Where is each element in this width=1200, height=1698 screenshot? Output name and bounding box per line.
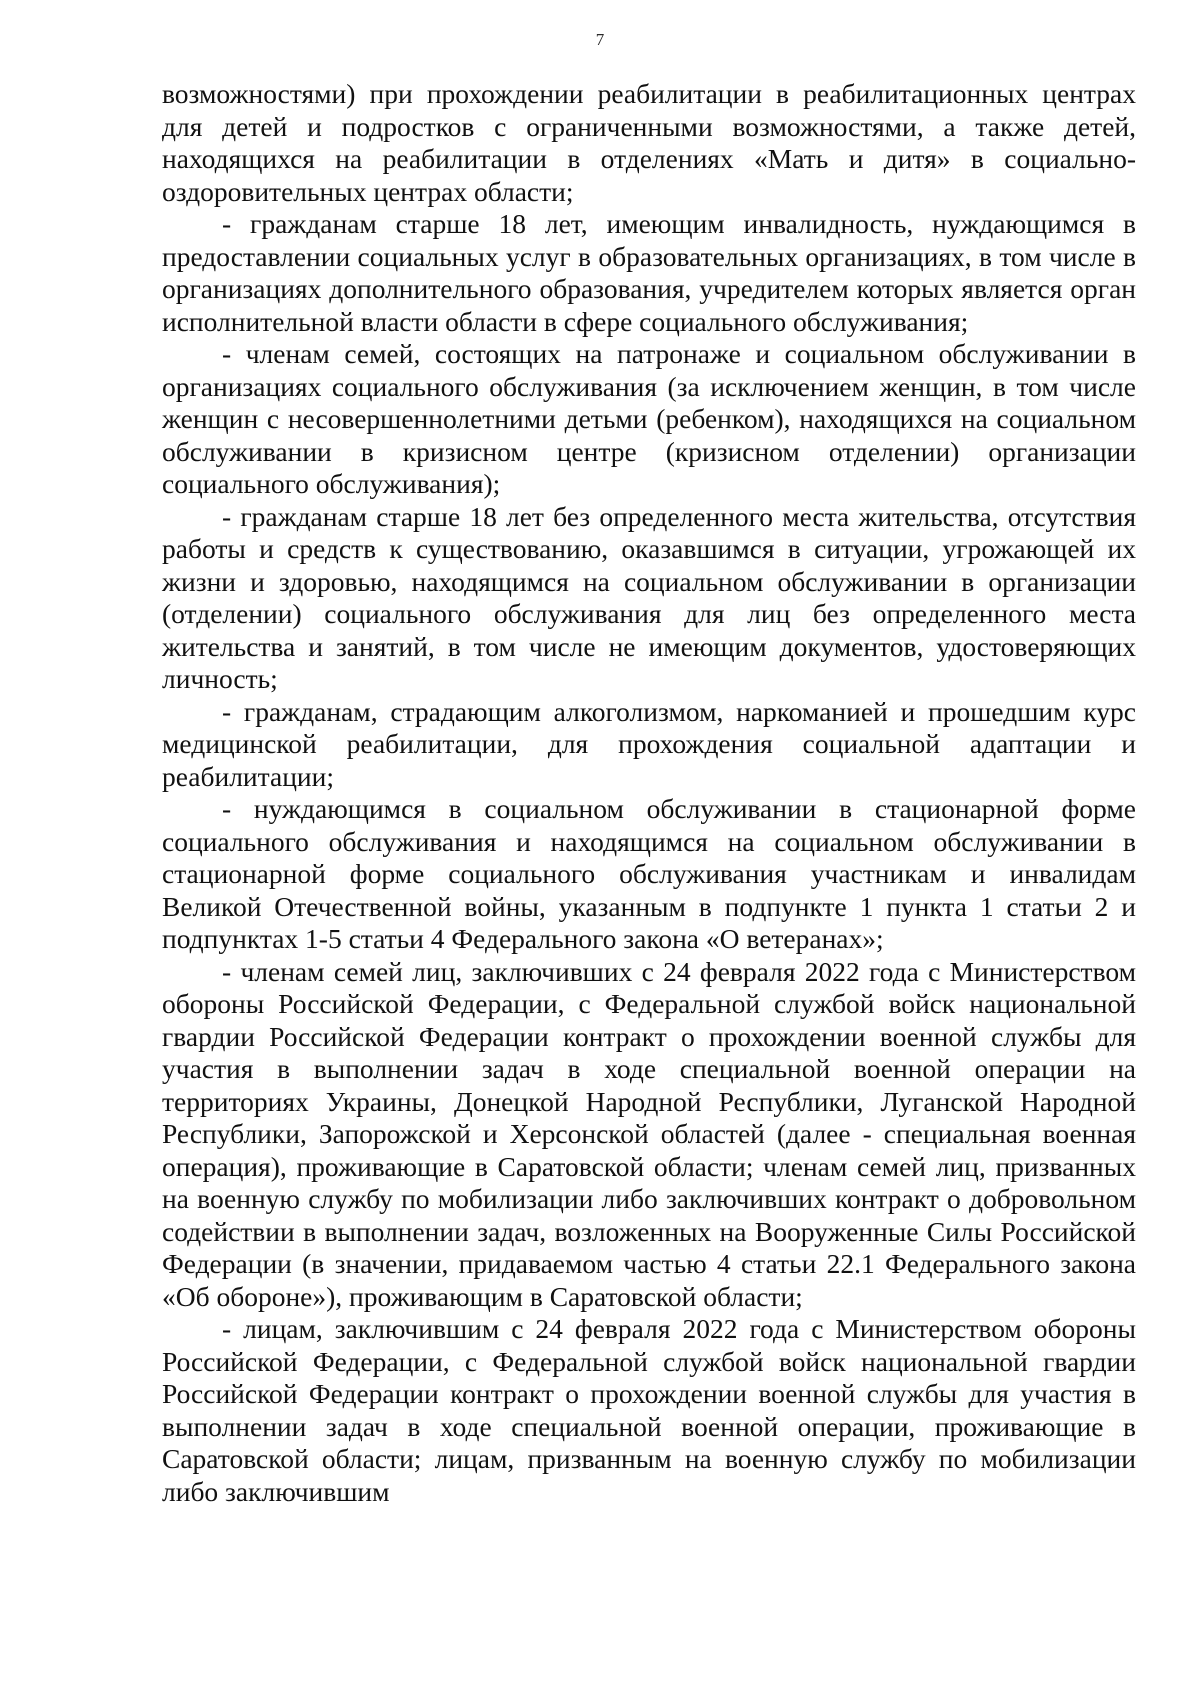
paragraph-addiction-rehabilitation: - гражданам, страдающим алкоголизмом, наркоманией и прошедшим курс медицинской реабилитации, для прохождения социальной адаптации и реабилитации;	[162, 695, 1136, 792]
paragraph-contract-soldiers: - лицам, заключившим с 24 февраля 2022 года с Министерством обороны Российской Федерации, с Федеральной службой войск национальной гвардии Российской Федерации контракт о прохождении военной службы для участия в выполнении задач в ходе специальной военной операции, проживающие в Саратовской области; лицам, призванным на военную службу по мобилизации либо заключившим	[162, 1313, 1136, 1507]
paragraph-family-members-patronage: - членам семей, состоящих на патронаже и социальном обслуживании в организациях социального обслуживания (за исключением женщин, в том числе женщин с несовершеннолетними детьми (ребенком), находящихся на социальном обслуживании в кризисном центре (кризисном отделении) организации социального обслуживания);	[162, 338, 1136, 499]
paragraph-war-veterans: - нуждающимся в социальном обслуживании в стационарной форме социального обслуживания и находящимся на социальном обслуживании в стационарной форме социального обслуживания участникам и инвалидам Великой Отечественной войны, указанным в подпункте 1 пункта 1 статьи 2 и подпунктах 1-5 статьи 4 Федерального закона «О ветеранах»;	[162, 793, 1136, 954]
page-number: 7	[595, 30, 605, 49]
document-body	[162, 78, 1136, 1508]
paragraph-soldiers-family-members: - членам семей лиц, заключивших с 24 февраля 2022 года с Министерством обороны Российской Федерации, с Федеральной службой войск национальной гвардии Российской Федерации контракт о прохождении военной службы для участия в выполнении задач в ходе специальной военной операции на территориях Украины, Донецкой Народной Республики, Луганской Народной Республики, Запорожской и Херсонской областей (далее - специальная военная операция), проживающие в Саратовской области; членам семей лиц, призванных на военную службу по мобилизации либо заключивших контракт о добровольном содействии в выполнении задач, возложенных на Вооруженные Силы Российской Федерации (в значении, придаваемом частью 4 статьи 22.1 Федерального закона «Об обороне»), проживающим в Саратовской области;	[162, 955, 1136, 1312]
paragraph-adults-with-disability: - гражданам старше 18 лет, имеющим инвалидность, нуждающимся в предоставлении социальных услуг в образовательных организациях, в том числе в организациях дополнительного образования, учредителем которых является орган исполнительной власти области в сфере социального обслуживания;	[162, 208, 1136, 337]
paragraph-homeless-citizens: - гражданам старше 18 лет без определенного места жительства, отсутствия работы и средств к существованию, оказавшимся в ситуации, угрожающей их жизни и здоровью, находящимся на социальном обслуживании в организации (отделении) социального обслуживания для лиц без определенного места жительства и занятий, в том числе не имеющим документов, удостоверяющих личность;	[162, 500, 1136, 694]
paragraph-continuation: возможностями) при прохождении реабилитации в реабилитационных центрах для детей и подростков с ограниченными возможностями, а также детей, находящихся на реабилитации в отделениях «Мать и дитя» в социально-оздоровительных центрах области;	[162, 78, 1136, 207]
